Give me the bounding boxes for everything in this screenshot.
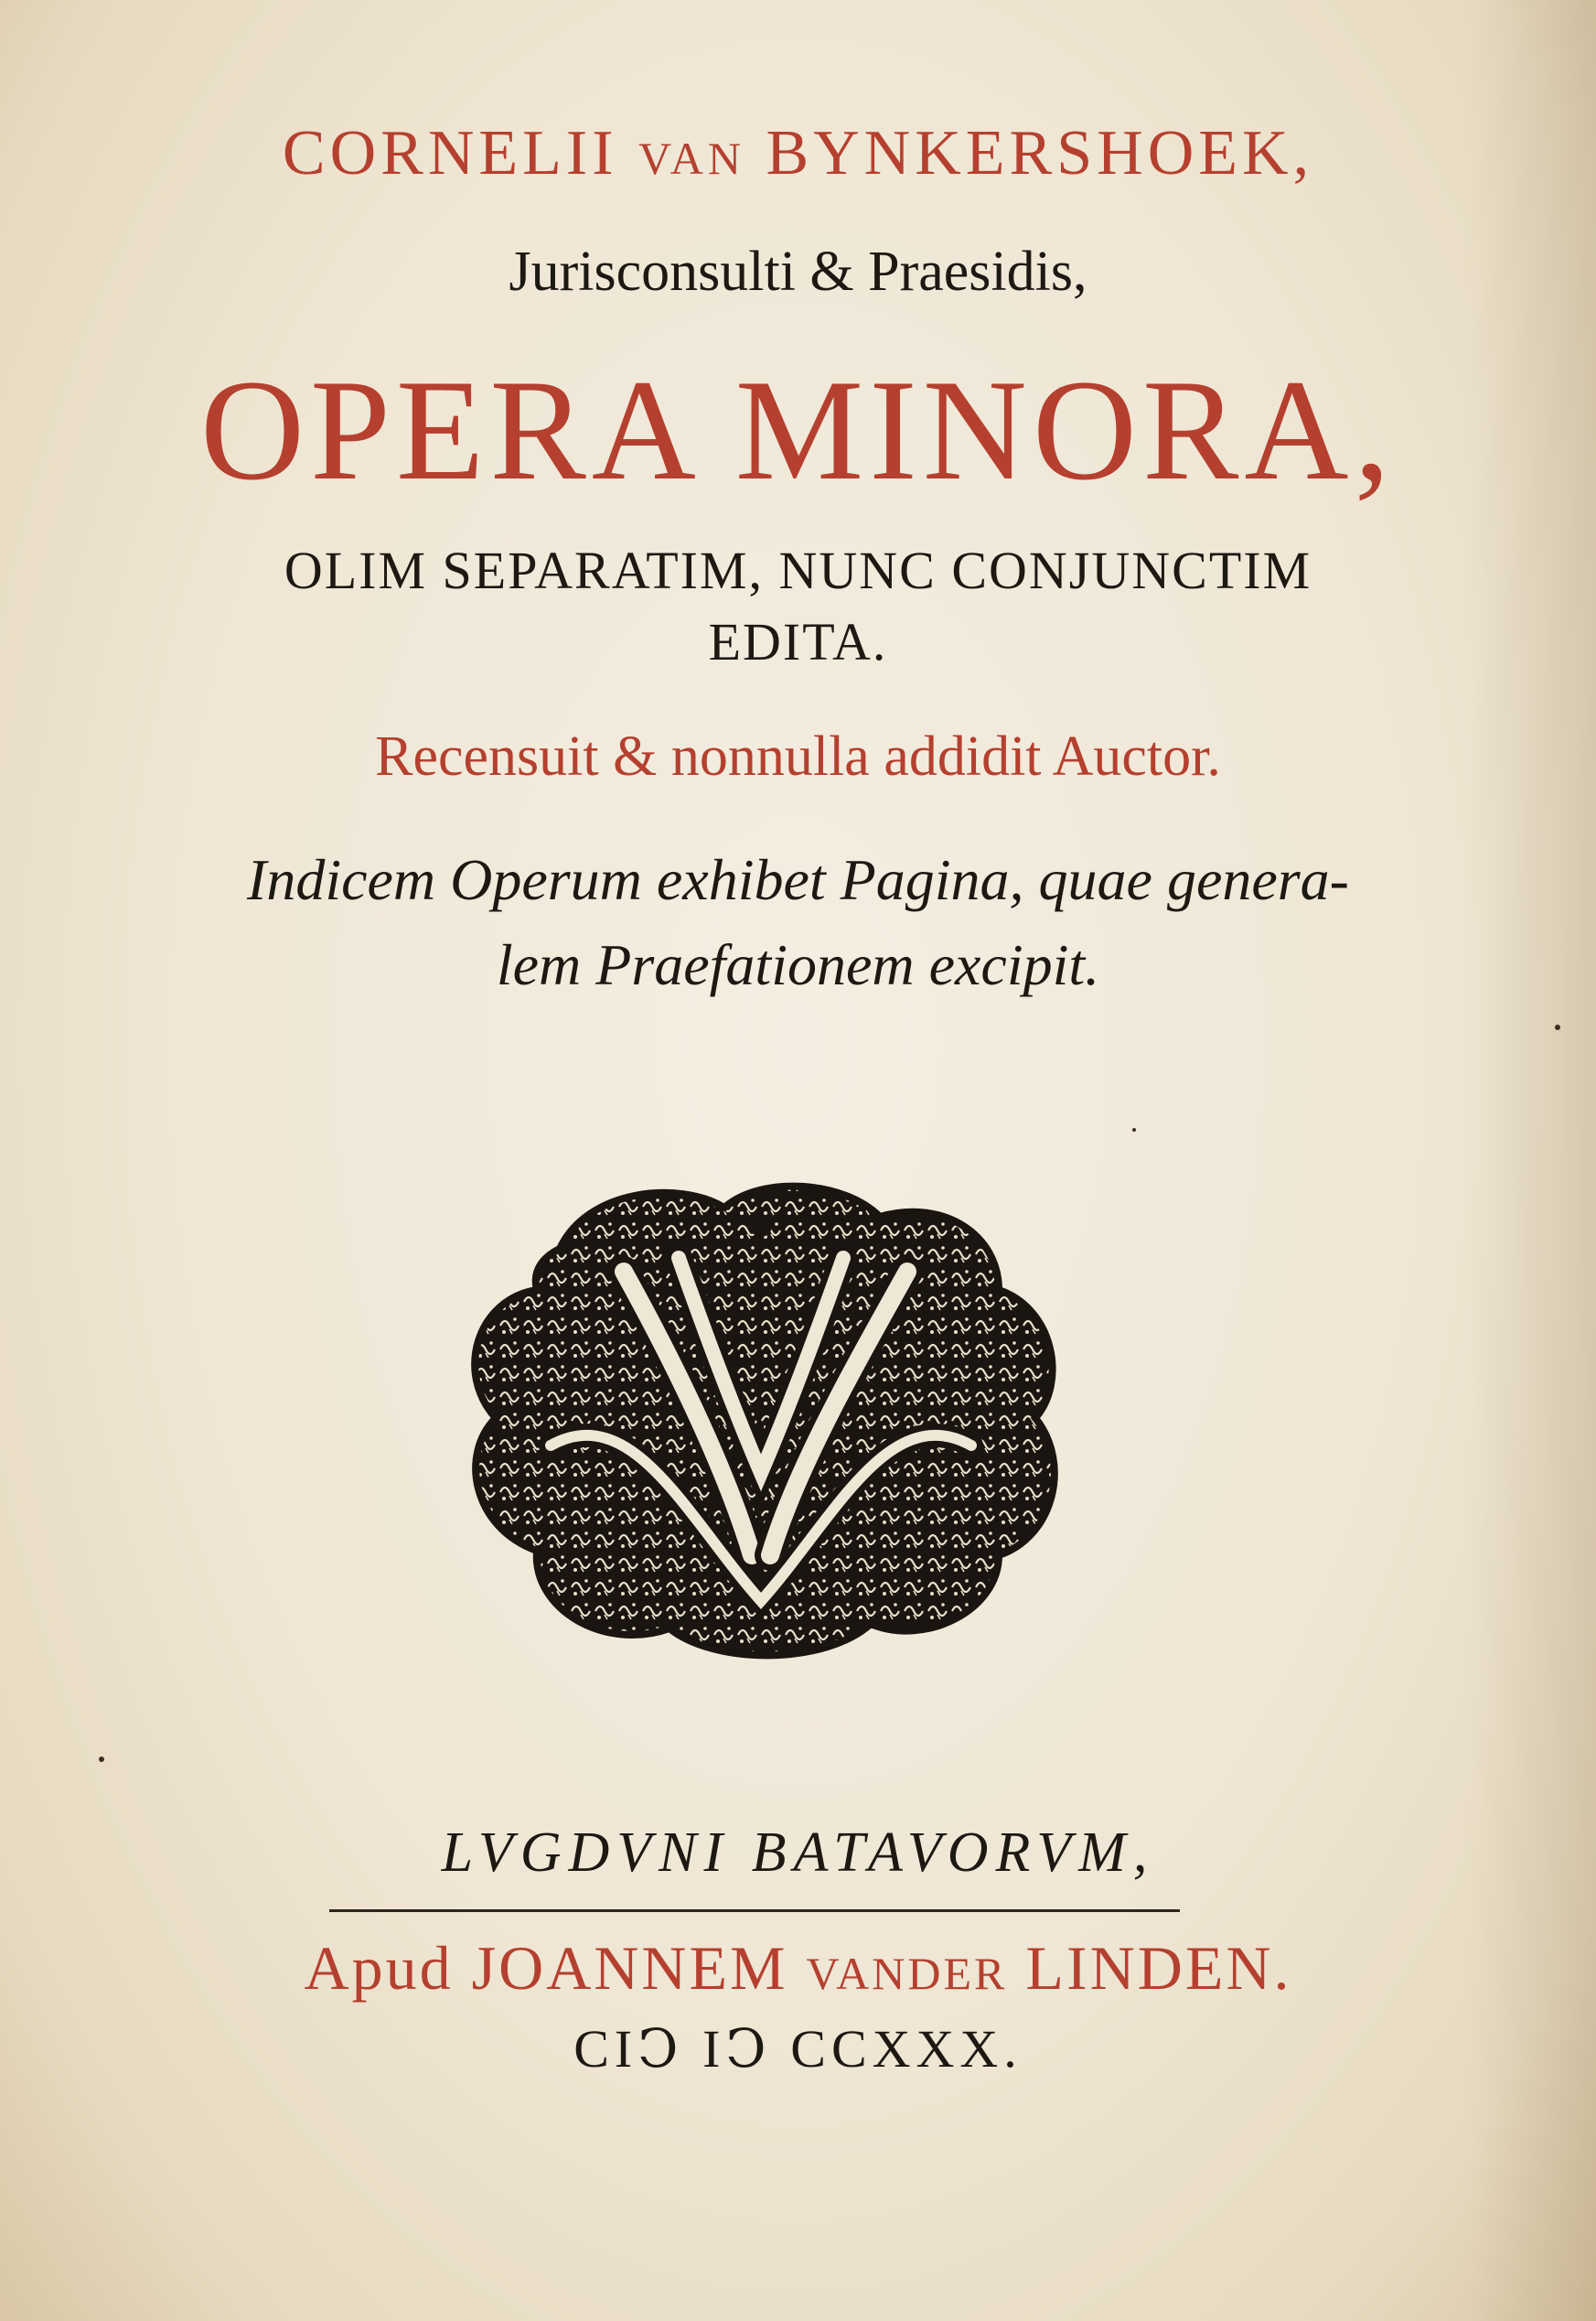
imprint-place: LVGDVNI BATAVORVM, <box>441 1821 1155 1884</box>
index-note-line-1: Indicem Operum exhibet Pagina, quae genera- <box>247 847 1349 912</box>
author-family-name: BYNKERSHOEK, <box>766 118 1314 188</box>
paper-speck <box>99 1757 104 1762</box>
subtitle-line-2: EDITA. <box>708 612 888 672</box>
author-particle: VAN <box>638 133 745 184</box>
imprint-date: CIↃ IↃ CCXXX. <box>573 2019 1023 2079</box>
woodcut-monogram-icon <box>450 1171 1072 1665</box>
author-given-name: CORNELII <box>282 118 618 188</box>
author-line <box>0 117 1596 190</box>
index-note-line-2: lem Praefationem excipit. <box>496 932 1100 997</box>
imprint-rule <box>329 1909 1180 1912</box>
imprint-printer-line <box>0 1932 1596 2004</box>
subtitle-line-1: OLIM SEPARATIM, NUNC CONJUNCTIM <box>284 541 1312 600</box>
main-title: OPERA MINORA, <box>199 350 1397 510</box>
paper-speck <box>1132 1128 1136 1132</box>
printer-first-name: JOANNEM <box>471 1933 788 2003</box>
imprint-apud: Apud <box>304 1933 454 2003</box>
printer-particle: VANDER <box>806 1948 1008 1999</box>
edition-note: Recensuit & nonnulla addidit Auctor. <box>375 725 1221 788</box>
printer-last-name: LINDEN. <box>1025 1933 1292 2003</box>
paper-speck <box>1555 1025 1560 1030</box>
author-roles: Jurisconsulti & Praesidis, <box>509 241 1087 303</box>
